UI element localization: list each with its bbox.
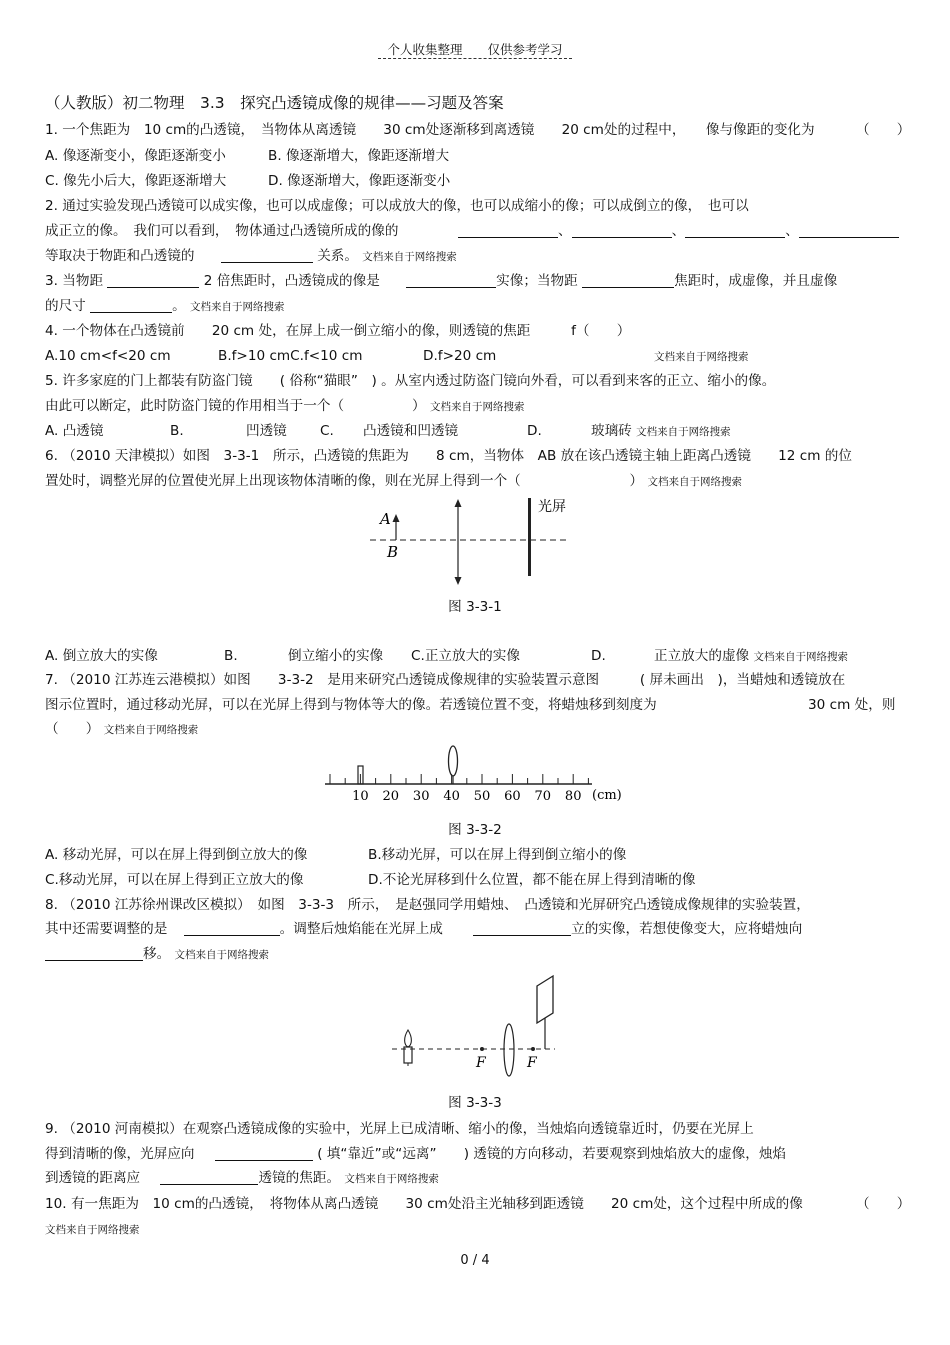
header-divider — [378, 58, 572, 59]
q2-blank-5[interactable] — [221, 248, 313, 263]
q8-blank-2[interactable] — [473, 921, 571, 936]
ruler-ticks — [330, 774, 588, 784]
q4-option-bc: B.f>10 cmC.f<10 cm — [218, 348, 363, 364]
q8-line3: 移。 文档来自于网络搜索 — [45, 945, 269, 964]
q1-option-d: D. 像逐渐增大，像距逐渐变小 — [268, 173, 451, 189]
q2-blank-4[interactable] — [799, 223, 899, 238]
source-note: 文档来自于网络搜索 — [654, 351, 749, 363]
label-screen: 光屏 — [538, 499, 566, 515]
document-title: （人教版）初二物理 3.3 探究凸透镜成像的规律——习题及答案 — [45, 94, 504, 112]
q5-option-a: A. 凸透镜 — [45, 423, 104, 439]
ruler-label: 50 — [473, 789, 491, 804]
q6-option-d-letter: D. — [591, 648, 606, 664]
caption-3-3-1: 图 3-3-1 — [448, 599, 502, 615]
source-note: 文档来自于网络搜索 — [753, 651, 848, 663]
q3-line1: 3. 当物距 2 倍焦距时，凸透镜成的像是 实像；当物距 焦距时，成虚像，并且虚像 — [45, 273, 838, 289]
page-number: 0 / 4 — [460, 1253, 490, 1268]
q7-option-d: D.不论光屏移到什么位置，都不能在屏上得到清晰的像 — [368, 872, 696, 888]
q7-line2a: 图示位置时，通过移动光屏，可以在光屏上得到与物体等大的像。若透镜位置不变，将蜡烛移到刻度为 — [45, 697, 657, 713]
lens-arrow-bottom — [455, 577, 462, 585]
q5-line2: 由此可以断定，此时防盗门镜的作用相当于一个（ ） 文档来自于网络搜索 — [45, 398, 525, 414]
ruler-label: 20 — [382, 789, 400, 804]
q7-option-b: B.移动光屏，可以在屏上得到倒立缩小的像 — [368, 847, 627, 863]
source-note: 文档来自于网络搜索 — [429, 401, 525, 413]
q9-blank-1[interactable] — [215, 1146, 313, 1161]
ruler-unit: (cm) — [592, 788, 622, 803]
ruler-label: 60 — [504, 789, 521, 804]
q3-blank-4[interactable] — [90, 298, 172, 313]
candle-flame — [405, 1030, 412, 1047]
q2-blank-1[interactable] — [458, 223, 558, 238]
ruler-label: 40 — [443, 789, 460, 804]
q4-option-d: D.f>20 cm — [423, 348, 497, 364]
q1-option-a: A. 像逐渐变小，像距逐渐变小 — [45, 148, 226, 164]
q5-option-d: 玻璃砖 文档来自于网络搜索 — [591, 423, 731, 439]
q8-blank-1[interactable] — [184, 921, 280, 936]
q5-option-d-letter: D. — [527, 423, 542, 439]
focus-point-left — [480, 1047, 484, 1051]
q3-blank-3[interactable] — [582, 273, 674, 288]
source-note: 文档来自于网络搜索 — [103, 724, 199, 736]
q5-option-b-letter: B. — [170, 423, 184, 439]
q8-blank-3[interactable] — [45, 946, 143, 961]
q7-line3: （ ） 文档来自于网络搜索 — [45, 721, 199, 737]
q7-line1: 7. （2010 江苏连云港模拟）如图 3-3-2 是用来研究凸透镜成像规律的实验装置示意图 ( 屏未画出 )，当蜡烛和透镜放在 — [45, 672, 846, 688]
q6-option-a: A. 倒立放大的实像 — [45, 648, 158, 664]
q2-blanks: 、 、 、 — [458, 222, 899, 240]
object-arrow-head — [393, 514, 400, 522]
q8-line1: 8. （2010 江苏徐州课改区模拟） 如图 3-3-3 所示， 是赵强同学用蜡烛、 凸透镜和光屏研究凸透镜成像规律的实验装置， — [45, 897, 810, 913]
ruler-label: 10 — [352, 789, 369, 804]
q9-line2: 得到清晰的像，光屏应向 ( 填“靠近”或“远离” ) 透镜的方向移动，若要观察到烛焰放大的虚像，烛焰 — [45, 1146, 787, 1162]
q6-option-d: 正立放大的虚像 文档来自于网络搜索 — [654, 648, 848, 664]
figure-3-3-1 — [370, 494, 580, 589]
source-note: 文档来自于网络搜索 — [174, 949, 270, 961]
caption-3-3-3: 图 3-3-3 — [448, 1095, 502, 1111]
q1-stem: 1. 一个焦距为 10 cm的凸透镜， 当物体从离透镜 30 cm处逐渐移到离透镜 20 cm处的过程中， 像与像距的变化为 — [45, 122, 815, 138]
caption-3-3-2: 图 3-3-2 — [448, 822, 502, 838]
label-f-left: F — [476, 1055, 486, 1071]
focus-point-right — [531, 1047, 535, 1051]
convex-lens — [504, 1024, 514, 1076]
q3-blank-1[interactable] — [107, 273, 199, 288]
q2-blank-2[interactable] — [572, 223, 672, 238]
q5-option-c: 凸透镜和凹透镜 — [363, 423, 459, 439]
q2-blank-3[interactable] — [685, 223, 785, 238]
convex-lens — [449, 746, 458, 776]
figure-3-3-3 — [390, 968, 560, 1078]
source-note: 文档来自于网络搜索 — [190, 301, 285, 313]
light-screen — [537, 976, 553, 1023]
q7-option-a: A. 移动光屏，可以在屏上得到倒立放大的像 — [45, 847, 308, 863]
ruler-label: 30 — [412, 789, 430, 804]
q10-answer-paren: （ ） — [856, 1196, 911, 1212]
q10-stem: 10. 有一焦距为 10 cm的凸透镜， 将物体从离凸透镜 30 cm处沿主光轴移到距透镜 20 cm处，这个过程中所成的像 — [45, 1196, 803, 1212]
q9-line3: 到透镜的距离应 透镜的焦距。 文档来自于网络搜索 — [45, 1170, 439, 1186]
label-b: B — [387, 543, 399, 561]
q8-line2: 其中还需要调整的是 。调整后烛焰能在光屏上成 立的实像，若想使像变大，应将蜡烛向 — [45, 921, 803, 937]
q6-option-c: C.正立放大的实像 — [411, 648, 520, 664]
source-note: 文档来自于网络搜索 — [45, 1224, 140, 1236]
label-a: A — [380, 510, 391, 528]
figure-3-3-2 — [320, 740, 630, 808]
q5-line1: 5. 许多家庭的门上都装有防盗门镜 ( 俗称“猫眼” ) 。从室内透过防盗门镜向外看，可以看到来客的正立、缩小的像。 — [45, 373, 776, 389]
source-note: 文档来自于网络搜索 — [647, 476, 742, 488]
q2-line2: 成正立的像。 我们可以看到， 物体通过凸透镜所成的像的 — [45, 223, 399, 239]
q7-option-c: C.移动光屏，可以在屏上得到正立放大的像 — [45, 872, 304, 888]
lens-arrow-top — [455, 499, 462, 507]
q1-option-c: C. 像先小后大，像距逐渐增大 — [45, 173, 227, 189]
q2-line3: 等取决于物距和凸透镜的 关系。 文档来自于网络搜索 — [45, 248, 457, 264]
q9-blank-2[interactable] — [160, 1170, 258, 1185]
q6-option-b: 倒立缩小的实像 — [288, 648, 384, 664]
ruler-label: 80 — [564, 789, 582, 804]
q7-line2b: 30 cm 处，则 — [808, 697, 896, 713]
q3-blank-2[interactable] — [406, 273, 496, 288]
q6-line1: 6. （2010 天津模拟）如图 3-3-1 所示，凸透镜的焦距为 8 cm，当物体 AB 放在该凸透镜主轴上距离凸透镜 12 cm 的位 — [45, 448, 852, 464]
source-note: 文档来自于网络搜索 — [344, 1173, 439, 1185]
q1-option-b: B. 像逐渐增大，像距逐渐增大 — [268, 148, 450, 164]
source-note: 文档来自于网络搜索 — [362, 251, 457, 263]
light-screen — [528, 498, 531, 576]
q9-line1: 9. （2010 河南模拟）在观察凸透镜成像的实验中，光屏上已成清晰、缩小的像，当烛焰向透镜靠近时，仍要在光屏上 — [45, 1121, 754, 1137]
label-f-right: F — [527, 1055, 537, 1071]
page-header: 个人收集整理 仅供参考学习 — [387, 42, 563, 57]
q5-option-b: 凹透镜 — [246, 423, 287, 439]
q6-option-b-letter: B. — [224, 648, 238, 664]
q3-line2: 的尺寸 。 文档来自于网络搜索 — [45, 298, 285, 314]
q4-stem: 4. 一个物体在凸透镜前 20 cm 处，在屏上成一倒立缩小的像，则透镜的焦距 f（ ） — [45, 323, 631, 339]
q5-option-c-letter: C. — [320, 423, 334, 439]
q1-answer-paren: （ ） — [856, 122, 911, 138]
ruler-label: 70 — [534, 789, 552, 804]
q4-option-a: A.10 cm<f<20 cm — [45, 348, 171, 364]
ruler-labels — [352, 789, 581, 804]
q2-line1: 2. 通过实验发现凸透镜可以成实像，也可以成虚像；可以成放大的像，也可以成缩小的像；可以成倒立的像， 也可以 — [45, 198, 749, 214]
q6-line2: 置处时，调整光屏的位置使光屏上出现该物体清晰的像，则在光屏上得到一个（ ） 文档来自于网络搜索 — [45, 473, 742, 489]
source-note: 文档来自于网络搜索 — [636, 426, 731, 438]
